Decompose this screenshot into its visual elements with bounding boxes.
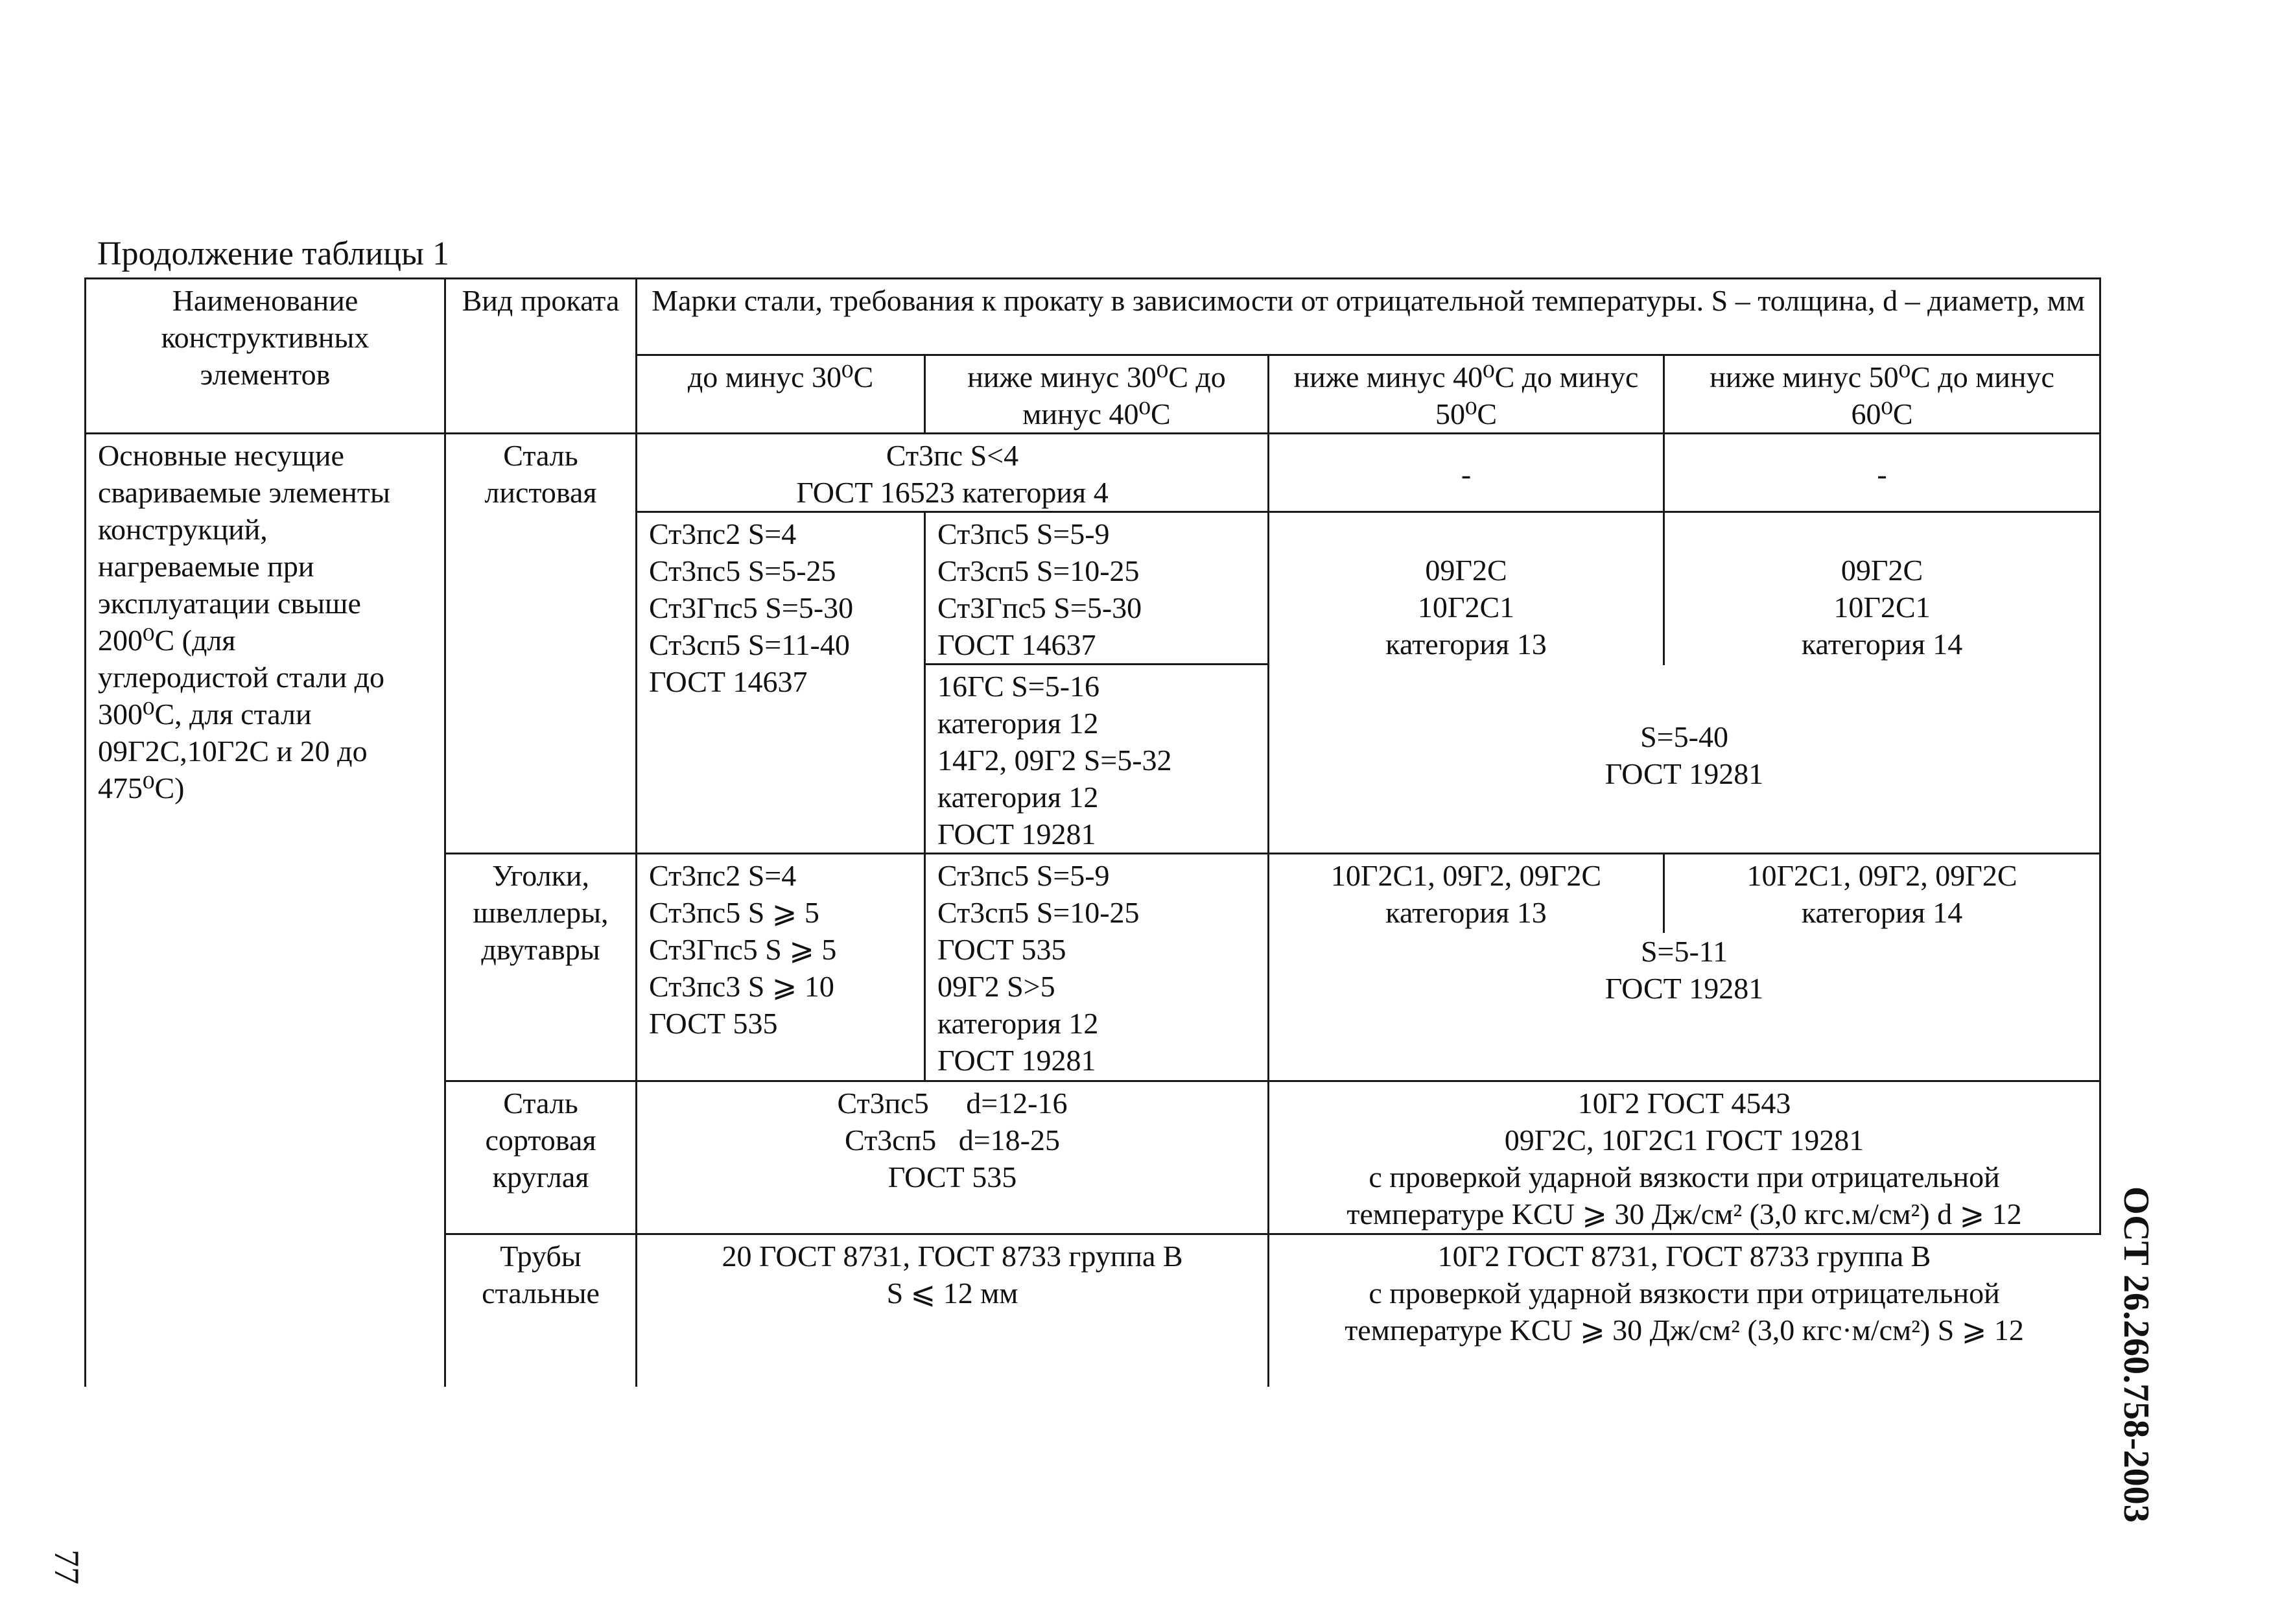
cell-line: ГОСТ 14637: [937, 628, 1096, 661]
cell-line: категория 13: [1385, 628, 1547, 661]
rolled-type-round: [445, 1081, 637, 1234]
cell-line: ГОСТ 19281: [1605, 972, 1764, 1005]
steel-grades-table: [84, 277, 2101, 1387]
page-number: 77: [47, 1549, 86, 1584]
cell-line: Трубы: [500, 1240, 582, 1273]
document-code: ОСТ 26.260.758-2003: [2116, 1186, 2156, 1523]
cell-line: 14Г2, 09Г2 S=5-32: [937, 744, 1172, 777]
sheet-a-t12: [637, 434, 1269, 512]
cell-line: категория 12: [937, 1007, 1099, 1040]
header-temp-3: ниже минус 40⁰С до минус 50⁰С: [1269, 355, 1664, 434]
header-rolled-type: Вид проката: [445, 279, 637, 434]
cell-line: ГОСТ 535: [937, 933, 1066, 966]
cell-line: 10Г2 ГОСТ 4543: [1577, 1087, 1791, 1120]
sheet-b-t2: [925, 512, 1269, 665]
angles-t3: [1269, 854, 1664, 932]
cell-line: Ст3пс5 S ⩾ 5: [649, 896, 819, 929]
sheet-b-t3: [1269, 512, 1664, 665]
cell-line: ГОСТ 19281: [937, 1044, 1096, 1077]
cell-line: швеллеры,: [473, 896, 609, 929]
cell-line: Ст3пс5 S=5-25: [649, 554, 836, 587]
cell-line: 09Г2С: [1425, 554, 1507, 587]
cell-line: с проверкой ударной вязкости при отрицательной: [1369, 1277, 2000, 1310]
cell-line: Сталь: [503, 1087, 578, 1120]
table-row: [86, 434, 2100, 512]
cell-line: ГОСТ 19281: [937, 818, 1096, 851]
cell-line: двутавры: [481, 933, 600, 966]
cell-line: 10Г2 ГОСТ 8731, ГОСТ 8733 группа В: [1437, 1240, 1931, 1273]
cell-line: ГОСТ 535: [888, 1160, 1017, 1194]
element-name-line: свариваемые элементы: [98, 476, 390, 509]
sheet-c-t2: [925, 665, 1269, 854]
element-name-line: Основные несущие: [98, 439, 344, 472]
header-row: [86, 279, 2100, 355]
round-t34: [1269, 1081, 2100, 1234]
cell-line: стальные: [482, 1277, 600, 1310]
cell-line: Ст3Гпс5 S=5-30: [937, 591, 1142, 624]
element-name-line: 09Г2С,10Г2С и 20 до: [98, 735, 368, 768]
cell-line: 10Г2С1, 09Г2, 09Г2С: [1746, 859, 2017, 892]
angles-t2: [925, 854, 1269, 1081]
cell-line: Уголки,: [491, 859, 590, 892]
rolled-type-sheet: Сталь листовая: [445, 434, 637, 854]
cell-line: 10Г2С1: [1417, 591, 1515, 624]
cell-line: S ⩽ 12 мм: [886, 1277, 1018, 1310]
cell-line: Ст3сп5 S=11-40: [649, 628, 850, 661]
cell-line: S=5-40: [1640, 720, 1728, 753]
cell-line: 16ГС S=5-16: [937, 670, 1100, 703]
header-temp-1: до минус 30⁰С: [637, 355, 925, 434]
angles-t1: [637, 854, 925, 1081]
pipes-t34: [1269, 1234, 2100, 1386]
cell-line: Ст3Гпс5 S ⩾ 5: [649, 933, 837, 966]
element-name-line: нагреваемые при: [98, 550, 314, 583]
cell-line: категория 12: [937, 707, 1099, 740]
cell-line: 10Г2С1: [1833, 591, 1931, 624]
element-name-line: 475⁰С): [98, 771, 185, 805]
cell-line: Ст3пс3 S ⩾ 10: [649, 970, 834, 1003]
cell-line: ГОСТ 19281: [1605, 757, 1764, 790]
cell-line: категория 13: [1385, 896, 1547, 929]
element-name-line: 300⁰С, для стали: [98, 698, 312, 731]
cell-line: 09Г2 S>5: [937, 970, 1055, 1003]
element-name-line: конструкций,: [98, 513, 268, 546]
cell-line: температуре KCU ⩾ 30 Дж/см² (3,0 кгс.м/см²) d ⩾ 12: [1346, 1197, 2022, 1230]
cell-line: ГОСТ 535: [649, 1007, 778, 1040]
element-name-line: углеродистой стали до: [98, 661, 385, 694]
round-t12: [637, 1081, 1269, 1234]
header-temp-2: ниже минус 30⁰С до минус 40⁰С: [925, 355, 1269, 434]
cell-line: ГОСТ 16523 категория 4: [796, 476, 1109, 509]
cell-line: категория 12: [937, 781, 1099, 814]
cell-line: категория 14: [1801, 628, 1963, 661]
angles-t4: [1664, 854, 2100, 932]
cell-line: с проверкой ударной вязкости при отрицательной: [1369, 1160, 2000, 1194]
element-name-cell: [86, 434, 445, 1386]
header-steel-grades: Марки стали, требования к прокату в зависимости от отрицательной температуры. S – толщина, d – диаметр, мм: [637, 279, 2100, 355]
sheet-c-t34: [1269, 665, 2100, 854]
cell-line: Ст3пс5 S=5-9: [937, 859, 1110, 892]
cell-line: 20 ГОСТ 8731, ГОСТ 8733 группа В: [722, 1240, 1183, 1273]
sheet-a-t3: -: [1269, 434, 1664, 512]
cell-line: Ст3пс S<4: [886, 439, 1019, 472]
cell-line: Ст3пс2 S=4: [649, 517, 797, 550]
cell-line: Ст3сп5 S=10-25: [937, 896, 1140, 929]
sheet-b-t4: [1664, 512, 2100, 665]
cell-line: ГОСТ 14637: [649, 665, 808, 698]
cell-line: S=5-11: [1640, 935, 1728, 968]
cell-line: Ст3сп5 S=10-25: [937, 554, 1140, 587]
sheet-b-t1: [637, 512, 925, 854]
pipes-t12: [637, 1234, 1269, 1386]
header-temp-4: ниже минус 50⁰С до минус 60⁰С: [1664, 355, 2100, 434]
element-name-line: 200⁰С (для: [98, 624, 236, 657]
cell-line: 09Г2С: [1840, 554, 1923, 587]
table-caption: Продолжение таблицы 1: [97, 235, 449, 272]
cell-line: Ст3пс2 S=4: [649, 859, 797, 892]
cell-line: 10Г2С1, 09Г2, 09Г2С: [1330, 859, 1602, 892]
sheet-a-t4: -: [1664, 434, 2100, 512]
cell-line: 09Г2С, 10Г2С1 ГОСТ 19281: [1504, 1124, 1864, 1157]
cell-line: температуре KCU ⩾ 30 Дж/см² (3,0 кгс·м/см²) S ⩾ 12: [1345, 1313, 2024, 1347]
cell-line: сортовая: [485, 1124, 596, 1157]
header-element-name: Наименование конструктивных элементов: [86, 279, 445, 434]
element-name-line: эксплуатации свыше: [98, 587, 361, 620]
cell-line: Ст3сп5 d=18-25: [845, 1124, 1060, 1157]
cell-line: Ст3пс5 d=12-16: [837, 1087, 1068, 1120]
cell-line: Ст3пс5 S=5-9: [937, 517, 1110, 550]
rolled-type-pipes: [445, 1234, 637, 1386]
rolled-type-angles: [445, 854, 637, 1081]
cell-line: Ст3Гпс5 S=5-30: [649, 591, 854, 624]
cell-line: круглая: [492, 1160, 589, 1194]
cell-line: категория 14: [1801, 896, 1963, 929]
angles-t34: [1269, 932, 2100, 1081]
